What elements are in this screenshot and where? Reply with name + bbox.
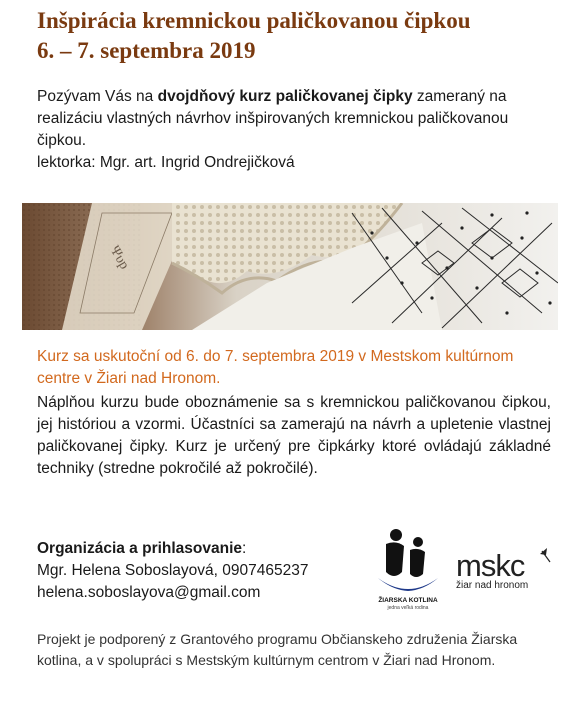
course-description: Náplňou kurzu bude oboznámenie sa s kremnickou paličkovanou čipkou, jej históriou a vzormi. Účastníci sa zamerajú na návrh a upletenie vlastnej paličkovanej čipky. Kurz je určený pre čipkárky ktoré ovládajú základné techniky (stredne pokročilé až pokročilé). — [37, 394, 551, 477]
mskc-tagline: žiar nad hronom — [456, 580, 529, 591]
title-line-1: Inšpirácia kremnickou paličkovanou čipkou — [37, 8, 471, 33]
ziarska-kotlina-tagline: jedna veľká rodina — [387, 605, 429, 610]
mskc-logo — [454, 546, 554, 592]
lecturer-line: lektorka: Mgr. art. Ingrid Ondrejičková — [37, 154, 295, 171]
funding-note: Projekt je podporený z Grantového programu Občianskeho združenia Žiarska kotlina, a v spolupráci s Mestským kultúrnym centrom v Žiari nad Hronom. — [37, 631, 518, 668]
svg-text:Ψυp: Ψυp — [106, 243, 132, 273]
intro-text-start: Pozývam Vás na — [37, 88, 158, 105]
intro-paragraph — [37, 86, 557, 174]
mskc-name: mskc — [456, 548, 525, 583]
organization-heading: Organizácia a prihlasovanie — [37, 540, 243, 557]
intro-course-name: dvojdňový kurz paličkovanej čipky — [157, 88, 413, 105]
contact-email: helena.soboslayova@gmail.com — [37, 584, 261, 601]
ziarska-kotlina-name: ŽIARSKA KOTLINA — [378, 597, 438, 604]
organization-heading-colon: : — [242, 540, 247, 557]
lace-photo-banner — [22, 203, 558, 330]
organization-section — [37, 538, 308, 604]
title-line-2: 6. – 7. septembra 2019 — [37, 38, 256, 63]
contact-person: Mgr. Helena Soboslayová, 0907465237 — [37, 562, 309, 579]
intro-text-end: zameraný na realizáciu vlastných návrhov inšpirovaných kremnickou paličkovanou čipkou. — [37, 88, 509, 149]
page-title — [37, 6, 471, 66]
course-date-announcement: Kurz sa uskutoční od 6. do 7. septembra 2019 v Mestskom kultúrnom centre v Žiari nad Hronom. — [37, 348, 514, 387]
ziarska-kotlina-logo — [372, 528, 444, 610]
